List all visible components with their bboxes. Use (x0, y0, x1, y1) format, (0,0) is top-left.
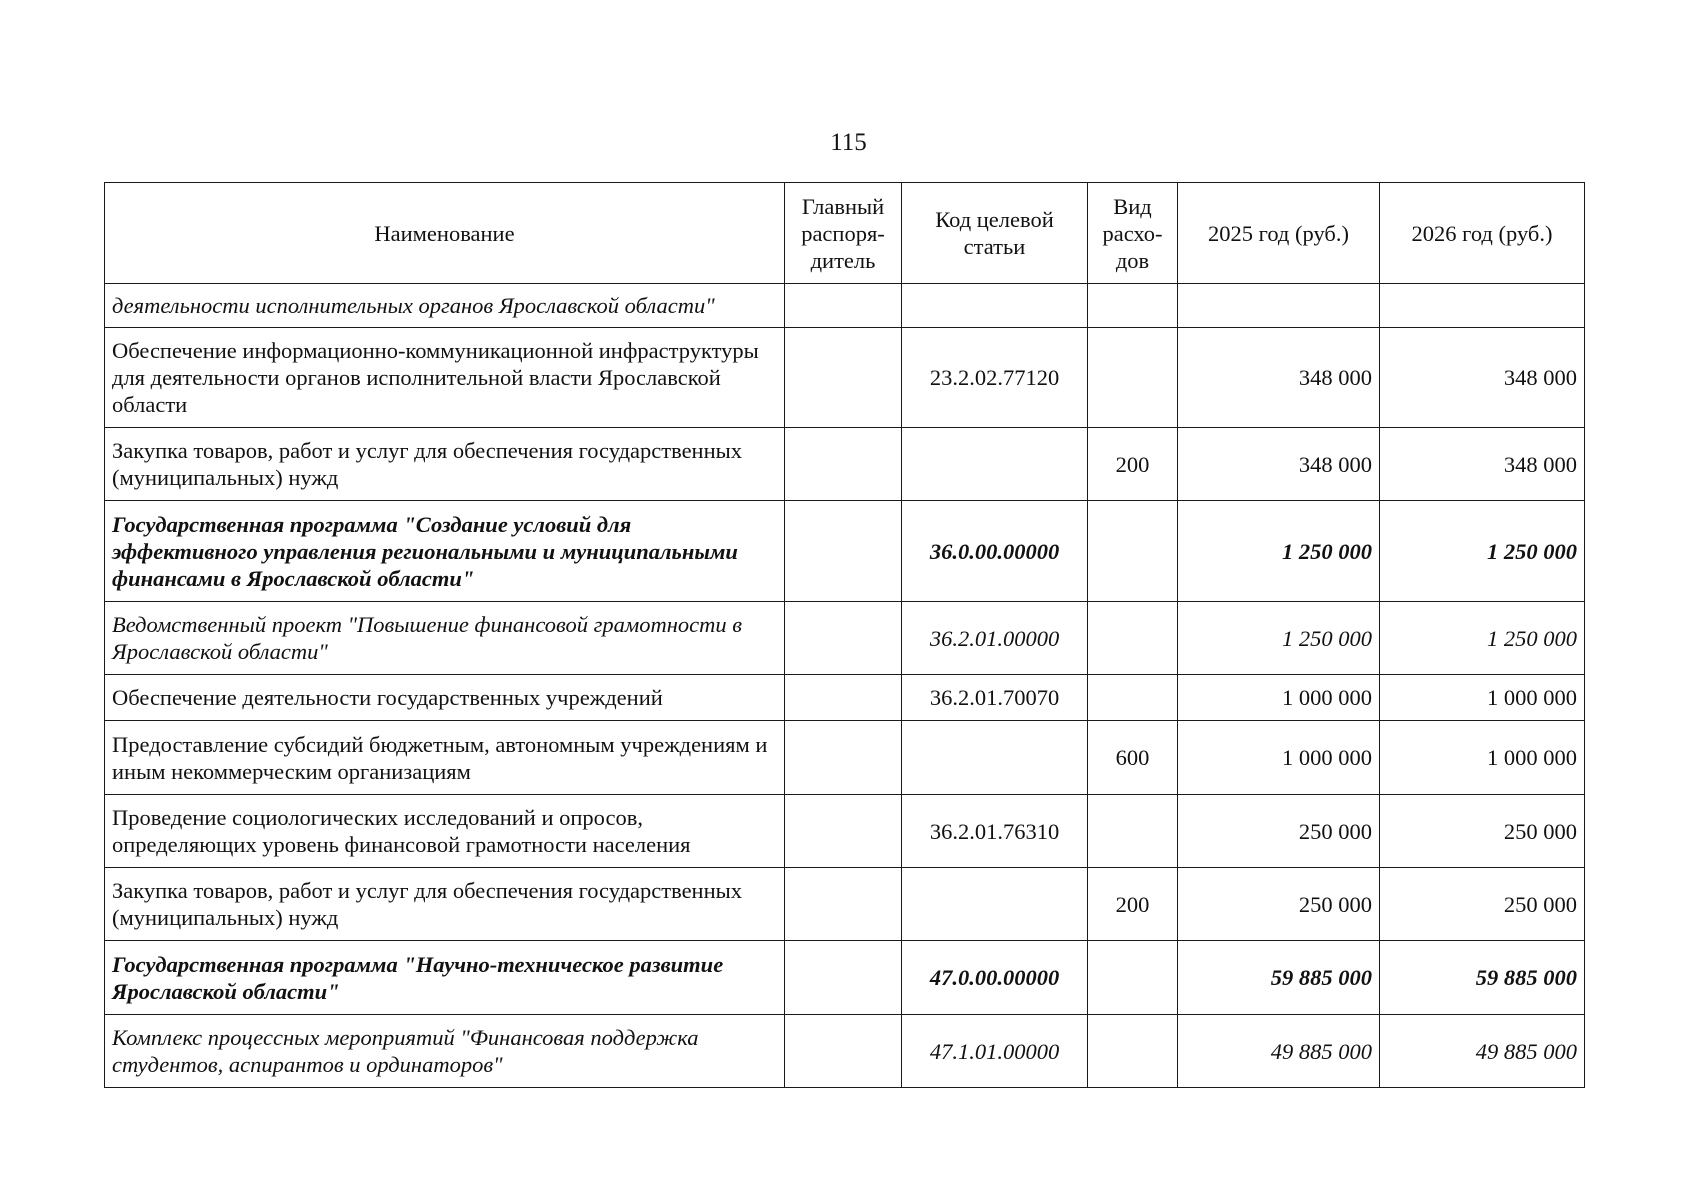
row-2025: 1 250 000 (1178, 602, 1380, 675)
row-name: Проведение социологических исследований и опросов, определяющих уровень финансовой грамотности населения (105, 795, 785, 868)
row-manager (785, 328, 902, 428)
row-2026: 1 250 000 (1380, 602, 1585, 675)
page-number: 115 (830, 129, 867, 156)
table-row (105, 868, 1585, 941)
row-2025 (1178, 284, 1380, 328)
row-kind (1088, 501, 1178, 602)
table-row (105, 284, 1585, 328)
row-name: Закупка товаров, работ и услуг для обеспечения государственных (муниципальных) нужд (105, 428, 785, 501)
table-row (105, 795, 1585, 868)
row-2025: 1 000 000 (1178, 675, 1380, 721)
row-2026 (1380, 284, 1585, 328)
table-row (105, 1015, 1585, 1088)
row-2026: 348 000 (1380, 328, 1585, 428)
header-2026: 2026 год (руб.) (1380, 183, 1585, 284)
row-2026: 250 000 (1380, 795, 1585, 868)
row-2026: 348 000 (1380, 428, 1585, 501)
row-2025: 1 250 000 (1178, 501, 1380, 602)
row-kind: 200 (1088, 868, 1178, 941)
row-name: Обеспечение информационно-коммуникационной инфраструктуры для деятельности органов исполнительной власти Ярославской области (105, 328, 785, 428)
header-2025: 2025 год (руб.) (1178, 183, 1380, 284)
row-code: 47.0.00.00000 (902, 941, 1088, 1015)
row-code (902, 428, 1088, 501)
header-kind: Вид расхо- дов (1088, 183, 1178, 284)
row-manager (785, 795, 902, 868)
row-manager (785, 868, 902, 941)
row-code: 36.2.01.00000 (902, 602, 1088, 675)
row-2025: 348 000 (1178, 328, 1380, 428)
table-row (105, 721, 1585, 795)
row-kind: 200 (1088, 428, 1178, 501)
row-kind (1088, 795, 1178, 868)
row-2026: 49 885 000 (1380, 1015, 1585, 1088)
row-manager (785, 675, 902, 721)
row-2025: 59 885 000 (1178, 941, 1380, 1015)
row-code: 36.2.01.76310 (902, 795, 1088, 868)
row-manager (785, 721, 902, 795)
row-kind (1088, 675, 1178, 721)
row-code (902, 868, 1088, 941)
row-kind (1088, 941, 1178, 1015)
row-code (902, 721, 1088, 795)
row-code: 47.1.01.00000 (902, 1015, 1088, 1088)
table-header-row (105, 183, 1585, 284)
row-2025: 250 000 (1178, 795, 1380, 868)
table-row (105, 675, 1585, 721)
row-name: деятельности исполнительных органов Ярославской области" (105, 284, 785, 328)
row-2026: 1 250 000 (1380, 501, 1585, 602)
row-kind (1088, 1015, 1178, 1088)
row-code: 36.2.01.70070 (902, 675, 1088, 721)
row-manager (785, 1015, 902, 1088)
row-2026: 1 000 000 (1380, 721, 1585, 795)
row-name: Государственная программа "Создание условий для эффективного управления региональными и муниципальными финансами в Ярославской области" (105, 501, 785, 602)
row-code (902, 284, 1088, 328)
row-kind (1088, 284, 1178, 328)
row-code: 23.2.02.77120 (902, 328, 1088, 428)
row-kind: 600 (1088, 721, 1178, 795)
row-name: Обеспечение деятельности государственных учреждений (105, 675, 785, 721)
header-code: Код целевой статьи (902, 183, 1088, 284)
row-2026: 250 000 (1380, 868, 1585, 941)
table-row (105, 328, 1585, 428)
row-name: Предоставление субсидий бюджетным, автономным учреждениям и иным некоммерческим организациям (105, 721, 785, 795)
table-row (105, 428, 1585, 501)
row-2025: 1 000 000 (1178, 721, 1380, 795)
row-manager (785, 602, 902, 675)
row-manager (785, 284, 902, 328)
row-name: Ведомственный проект "Повышение финансовой грамотности в Ярославской области" (105, 602, 785, 675)
row-manager (785, 941, 902, 1015)
table-row (105, 602, 1585, 675)
row-2025: 348 000 (1178, 428, 1380, 501)
row-kind (1088, 328, 1178, 428)
row-2026: 59 885 000 (1380, 941, 1585, 1015)
row-name: Закупка товаров, работ и услуг для обеспечения государственных (муниципальных) нужд (105, 868, 785, 941)
row-2025: 250 000 (1178, 868, 1380, 941)
row-kind (1088, 602, 1178, 675)
header-name: Наименование (105, 183, 785, 284)
row-name: Государственная программа "Научно-техническое развитие Ярославской области" (105, 941, 785, 1015)
row-2025: 49 885 000 (1178, 1015, 1380, 1088)
table-row (105, 501, 1585, 602)
budget-table (104, 182, 1585, 1088)
row-name: Комплекс процессных мероприятий "Финансовая поддержка студентов, аспирантов и ординаторов" (105, 1015, 785, 1088)
row-manager (785, 428, 902, 501)
header-manager: Главный распоря- дитель (785, 183, 902, 284)
row-manager (785, 501, 902, 602)
row-code: 36.0.00.00000 (902, 501, 1088, 602)
row-2026: 1 000 000 (1380, 675, 1585, 721)
table-row (105, 941, 1585, 1015)
